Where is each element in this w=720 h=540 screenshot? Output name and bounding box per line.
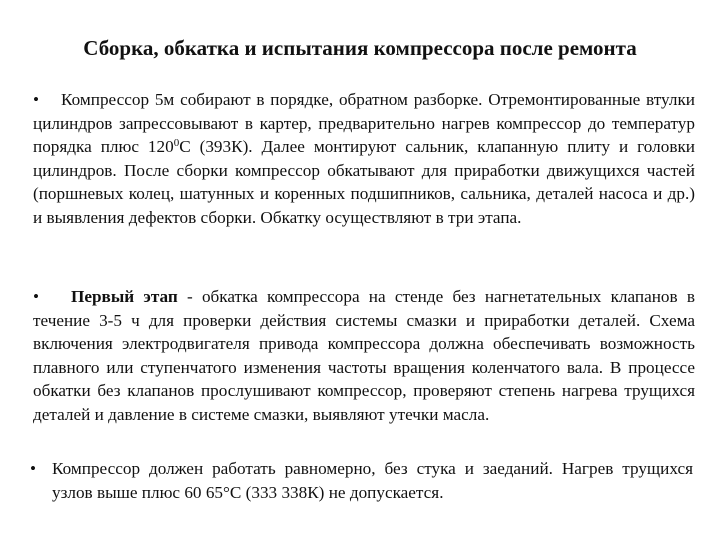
- slide-title: Сборка, обкатка и испытания компрессора после ремонта: [83, 36, 637, 60]
- bullet-paragraph-3: [28, 457, 693, 504]
- bullet-1-text-a: Компрессор 5м собирают в порядке, обратном разборке. Отремонтированные втулки цилиндров запрессовывают в картер, предварительно нагрев компрессор до температур порядка плюс 120: [33, 90, 695, 157]
- bullet-1-text-b: С (393К). Далее монтируют сальник, клапанную плиту и головки цилиндров. После сборки компрессор обкатывают для приработки движущихся частей (поршневых колец, шатунных и коренных подшипников, сальника, деталей насоса и др.) и выявления дефектов сборки. Обкатку осуществляют в три этапа.: [33, 137, 695, 227]
- bullet-2-text: - обкатка компрессора на стенде без нагнетательных клапанов в течение 3-5 ч для проверки действия системы смазки и приработки деталей. Схема включения электродвигателя привода компрессора должна обеспечивать возможность плавного или ступенчатого изменения частоты вращения коленчатого вала. В процессе обкатки без клапанов прослушивают компрессор, проверяют степень нагрева трущихся деталей и давление в системе смазки, выявляют утечки масла.: [33, 287, 695, 424]
- bullet-marker-3: •: [30, 459, 37, 478]
- bullet-1-superscript: 0: [173, 137, 180, 150]
- bullet-marker-2: •: [33, 287, 40, 306]
- bullet-3-text: Компрессор должен работать равномерно, без стука и заеданий. Нагрев трущихся узлов выше плюс 60 65°С (333 338К) не допускается.: [52, 459, 693, 502]
- bullet-paragraph-2: [33, 285, 695, 427]
- bullet-paragraph-1: [33, 88, 695, 230]
- bullet-marker-1: •: [33, 90, 40, 109]
- bullet-2-bold-lead: Первый этап: [71, 287, 178, 306]
